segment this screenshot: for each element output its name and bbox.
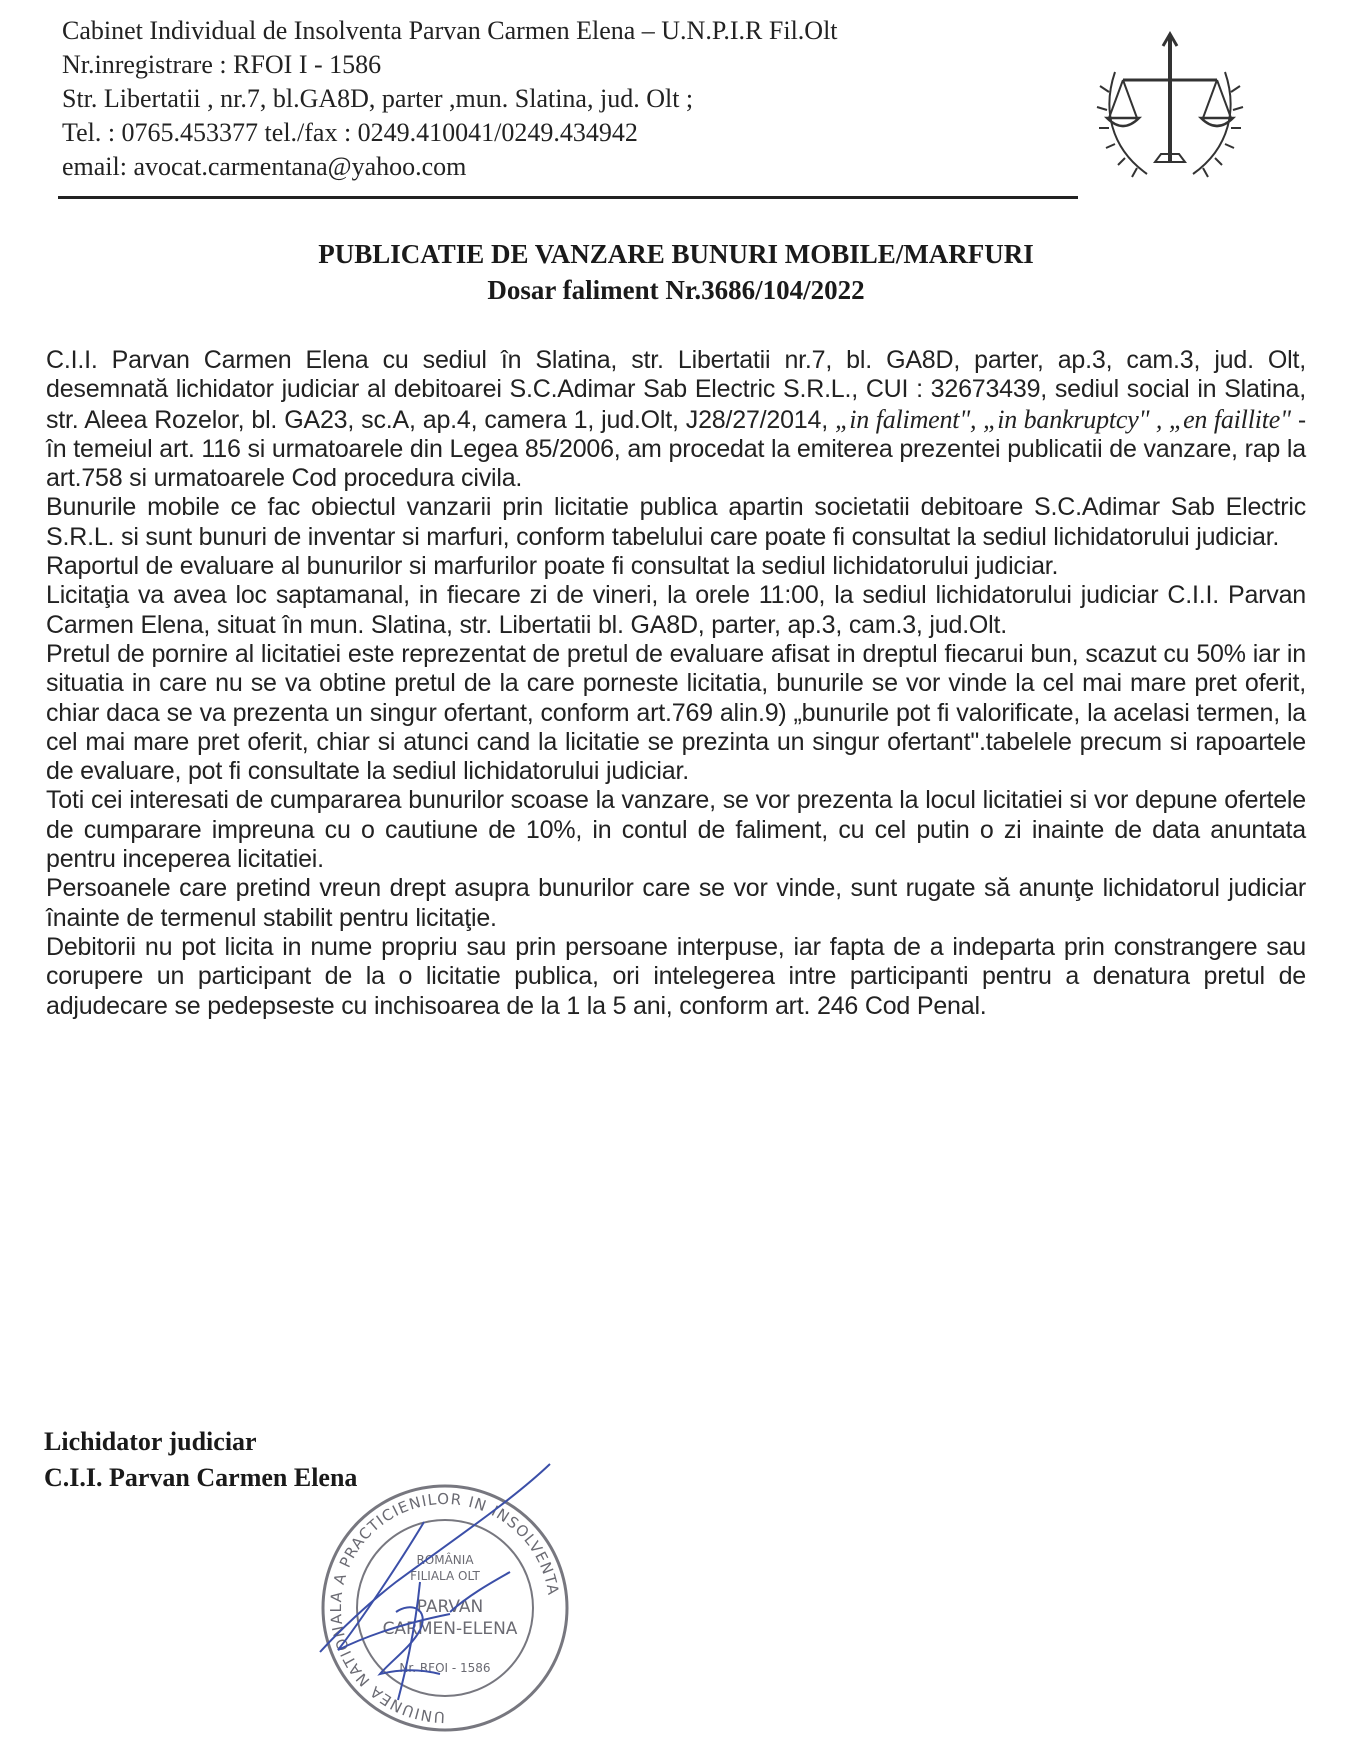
- paragraph-bidding-terms: Toti cei interesati de cumpararea bunurilor scoase la vanzare, se vor prezenta la locul licitatiei si vor depune ofertele de cumparare impreuna cu o cautiune de 10%, in contul de faliment, cu cel putin o zi inainte de data anuntata pentru inceperea licitatiei.: [46, 786, 1306, 874]
- paragraph-rights-claims: Persoanele care pretind vreun drept asupra bunurilor care se vor vinde, sunt rugate să anunţe lichidatorul judiciar înainte de termenul stabilit pentru licitaţie.: [46, 874, 1306, 932]
- official-stamp: [300, 1462, 590, 1742]
- letterhead-firm-name: Cabinet Individual de Insolventa Parvan Carmen Elena – U.N.P.I.R Fil.Olt: [62, 16, 838, 45]
- stamp-holder-given-name: CARMEN-ELENA: [382, 1619, 518, 1639]
- stamp-country: ROMÂNIA: [416, 1553, 474, 1567]
- paragraph-goods-description: Bunurile mobile ce fac obiectul vanzarii prin licitatie publica apartin societatii debitoare S.C.Adimar Sab Electric S.R.L. si sunt bunuri de inventar si marfuri, conform tabelului care poate fi consultat la sediul lichidatorului judiciar.: [46, 493, 1306, 551]
- letterhead-address: Str. Libertatii , nr.7, bl.GA8D, parter ,mun. Slatina, jud. Olt ;: [62, 84, 694, 113]
- bankruptcy-status-phrase: „in faliment", „in bankruptcy" , „en faillite": [835, 404, 1291, 434]
- paragraph-liquidator-intro: C.I.I. Parvan Carmen Elena cu sediul în Slatina, str. Libertatii nr.7, bl. GA8D, parter, ap.3, cam.3, jud. Olt, desemnată lichidator judiciar al debitoarei S.C.Adimar Sab Electric S.R.L., CUI : 32673439, sediul social in Slatina, str. Aleea Rozelor, bl. GA23, sc.A, ap.4, camera 1, jud.Olt, J28/27/2014, „in faliment", „in bankruptcy" , „en faillite" - în temeiul art. 116 si urmatoarele din Legea 85/2006, am procedat la emiterea prezentei publicatii de vanzare, rap la art.758 si urmatoarele Cod procedura civila.: [46, 346, 1307, 493]
- letterhead: [62, 14, 1062, 184]
- stamp-registration: Nr. RFOI - 1586: [399, 1661, 491, 1675]
- document-title: PUBLICATIE DE VANZARE BUNURI MOBILE/MARFURI: [318, 239, 1034, 269]
- paragraph-evaluation-report: Raportul de evaluare al bunurilor si marfurilor poate fi consultat la sediul lichidatorului judiciar.: [46, 552, 1059, 581]
- paragraph-auction-schedule: Licitaţia va avea loc saptamanal, in fiecare zi de vineri, la orele 11:00, la sediul lichidatorului judiciar C.I.I. Parvan Carmen Elena, situat în mun. Slatina, str. Libertatii bl. GA8D, parter, ap.3, cam.3, jud.Olt.: [46, 581, 1306, 639]
- announcement-body: [46, 346, 1306, 1021]
- case-number: Dosar faliment Nr.3686/104/2022: [487, 275, 865, 305]
- stamp-ring-text: UNIUNEA NATIONALA A PRACTICIENILOR IN INSOLVENTA: [327, 1489, 563, 1727]
- scales-of-justice-icon: [1095, 22, 1245, 192]
- letterhead-phone: Tel. : 0765.453377 tel./fax : 0249.410041/0249.434942: [62, 118, 638, 147]
- stamp-holder-surname: PARVAN: [416, 1597, 484, 1617]
- paragraph-starting-price: Pretul de pornire al licitatiei este reprezentat de pretul de evaluare afisat in dreptul fiecarui bun, scazut cu 50% iar in situatia in care nu se va obtine pretul de la care porneste licitatia, bunurile se vor vinde la cel mai mare pret oferit, chiar daca se va prezenta un singur ofertant, conform art.769 alin.9) „bunurile pot fi valorificate, la acelasi termen, la cel mai mare pret oferit, chiar si atunci cand la licitatie se prezinta un singur ofertant".tabelele precum si rapoartele de evaluare, pot fi consultate la sediul lichidatorului judiciar.: [46, 639, 1306, 786]
- letterhead-email: email: avocat.carmentana@yahoo.com: [62, 152, 467, 181]
- signatory-role: Lichidator judiciar: [44, 1427, 257, 1456]
- document-heading: [0, 236, 1352, 308]
- stamp-branch: FILIALA OLT: [410, 1569, 480, 1583]
- signatory-name: C.I.I. Parvan Carmen Elena: [44, 1463, 358, 1492]
- paragraph-legal-warning: Debitorii nu pot licita in nume propriu sau prin persoane interpuse, iar fapta de a indeparta prin constrangere sau corupere un participant de la o licitatie publica, ori intelegerea intre participanti pentru a denatura pretul de adjudecare se pedepseste cu inchisoarea de la 1 la 5 ani, conform art. 246 Cod Penal.: [46, 932, 1306, 1020]
- letterhead-registration: Nr.inregistrare : RFOI I - 1586: [62, 50, 382, 79]
- letterhead-divider: [58, 196, 1078, 199]
